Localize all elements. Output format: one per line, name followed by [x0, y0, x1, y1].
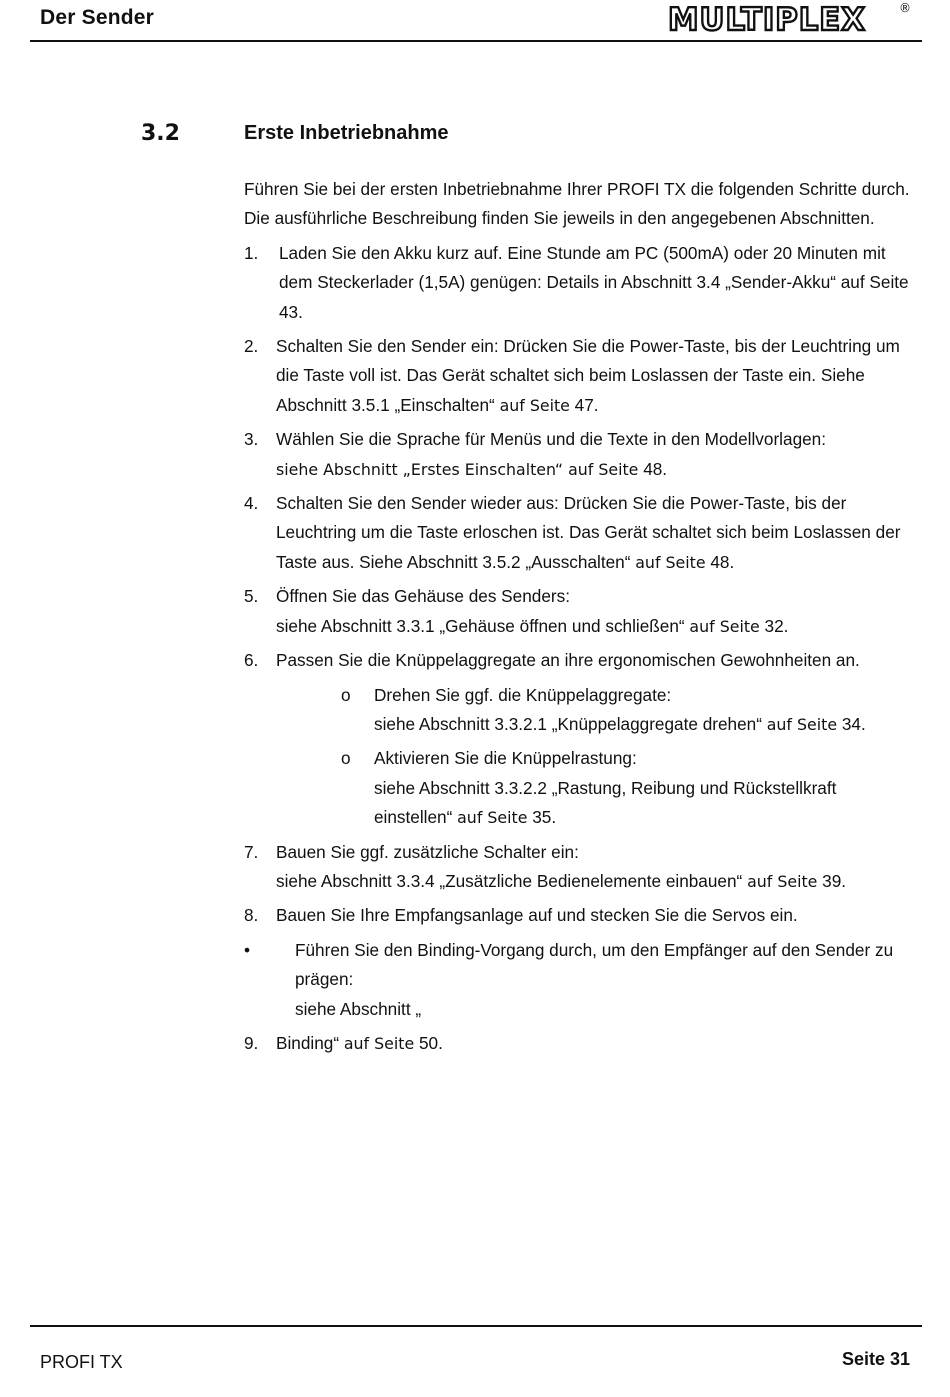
step-text: [244, 838, 914, 897]
page-ref-number: 47.: [574, 394, 599, 415]
page-ref-number: 50.: [418, 1032, 443, 1053]
step-text: [244, 332, 914, 420]
page-ref-number: 34.: [841, 713, 866, 734]
step-1: [244, 239, 914, 327]
step-number: 1.: [244, 242, 259, 263]
multiplex-logo: MULTIPLEX: [668, 2, 866, 38]
step-text-main: Bauen Sie ggf. zusätzliche Schalter ein:: [276, 841, 579, 862]
page-ref: auf Seite: [499, 395, 570, 415]
step-8: [244, 901, 914, 930]
bullet-marker: •: [244, 939, 251, 960]
page-ref: siehe Abschnitt „Erstes Einschalten“ auf Seite: [276, 459, 639, 479]
registered-mark: ®: [899, 1, 911, 15]
step-4: [244, 489, 914, 577]
step-text: [244, 425, 914, 484]
step-2: [244, 332, 914, 420]
sub-item-line: Drehen Sie ggf. die Knüppelaggregate:: [374, 684, 672, 705]
step-number: 5.: [244, 586, 259, 607]
step-text-main: Wählen Sie die Sprache für Menüs und die Texte in den Modellvorlagen:: [276, 429, 827, 450]
binding-bullet: [244, 936, 914, 1024]
page-ref-number: 48.: [643, 458, 668, 479]
sub-item-line: Aktivieren Sie die Knüppelrastung:: [374, 748, 637, 769]
section-reference: siehe Abschnitt 3.3.1 „Gehäuse öffnen und schließen“: [276, 615, 685, 636]
step-number: 6.: [244, 650, 259, 671]
footer-product: PROFI TX: [40, 1352, 123, 1372]
step-9: [244, 1029, 914, 1058]
page-ref: auf Seite: [689, 616, 760, 636]
step-text: [244, 1029, 914, 1058]
page-ref: auf Seite: [457, 808, 528, 828]
section-reference: siehe Abschnitt 3.3.4 „Zusätzliche Bedienelemente einbauen“: [276, 870, 743, 891]
page-ref: auf Seite: [635, 552, 706, 572]
section-title: Erste Inbetriebnahme: [244, 122, 449, 144]
step-number: 2.: [244, 336, 259, 357]
step-5: [244, 582, 914, 641]
step-text-main: Schalten Sie den Sender wieder aus: Drücken Sie die Power-Taste, bis der Leuchtring um die Taste erloschen ist. Das Gerät schaltet sich beim Loslassen der Taste aus. Siehe Abschnitt 3.5.2 „Ausschalten“: [276, 493, 901, 572]
step-number: 4.: [244, 493, 259, 514]
step-text-main: Binding“: [276, 1032, 340, 1053]
bullet-line: Führen Sie den Binding-Vorgang durch, um den Empfänger auf den Sender zu prägen:: [295, 939, 894, 990]
step-number: 9.: [244, 1032, 259, 1053]
footer-rule: [30, 1325, 922, 1327]
step-text: Laden Sie den Akku kurz auf. Eine Stunde am PC (500mA) oder 20 Minuten mit dem Steckerlader (1,5A) genügen: Details in Abschnitt 3.4 „Sender-Akku“ auf Seite 43.: [279, 242, 909, 322]
sub-item-rotate-sticks: [244, 681, 914, 740]
step-number: 7.: [244, 841, 259, 862]
sub-bullet-marker: o: [341, 684, 351, 705]
page-ref: auf Seite: [343, 1033, 415, 1053]
section-number: 3.2: [141, 121, 180, 146]
page-body: [244, 175, 914, 1063]
header-title: Der Sender: [40, 6, 155, 29]
step-number: 3.: [244, 429, 259, 450]
header-rule: [30, 40, 922, 42]
page-ref: auf Seite: [766, 714, 838, 734]
page-ref-number: 35.: [532, 807, 557, 828]
step-text-main: Schalten Sie den Sender ein: Drücken Sie die Power-Taste, bis der Leuchtring um die Taste voll ist. Das Gerät schaltet sich beim Loslassen der Taste ein. Siehe Abschnitt 3.5.1 „Einschalten“: [276, 336, 900, 415]
step-text: [244, 582, 914, 641]
sub-item-stick-ratchet: [244, 744, 914, 832]
page-ref-number: 48.: [710, 551, 735, 572]
intro-paragraph: Führen Sie bei der ersten Inbetriebnahme Ihrer PROFI TX die folgenden Schritte durch. Die ausführliche Beschreibung finden Sie jeweils in den angegebenen Abschnitten.: [244, 179, 910, 229]
bullet-text: [244, 936, 914, 1024]
step-7: [244, 838, 914, 897]
section-reference: siehe Abschnitt 3.3.2.1 „Knüppelaggregate drehen“: [374, 713, 762, 734]
footer-page-number: Seite 31: [841, 1349, 910, 1369]
step-6: [244, 646, 914, 675]
step-3: [244, 425, 914, 484]
page-ref-number: 39.: [822, 870, 847, 891]
sub-bullet-marker: o: [341, 748, 351, 769]
step-text-main: Öffnen Sie das Gehäuse des Senders:: [276, 586, 570, 607]
step-text: Passen Sie die Knüppelaggregate an ihre ergonomischen Gewohnheiten an.: [276, 650, 860, 671]
step-text: Bauen Sie Ihre Empfangsanlage auf und stecken Sie die Servos ein.: [276, 905, 798, 926]
step-text: [244, 489, 914, 577]
section-reference: siehe Abschnitt 3.3.2.2 „Rastung, Reibung und Rückstellkraft einstellen“: [374, 777, 837, 828]
section-reference: siehe Abschnitt „: [295, 998, 422, 1019]
page-ref-number: 32.: [764, 615, 789, 636]
page-ref: auf Seite: [747, 871, 818, 891]
step-number: 8.: [244, 905, 259, 926]
